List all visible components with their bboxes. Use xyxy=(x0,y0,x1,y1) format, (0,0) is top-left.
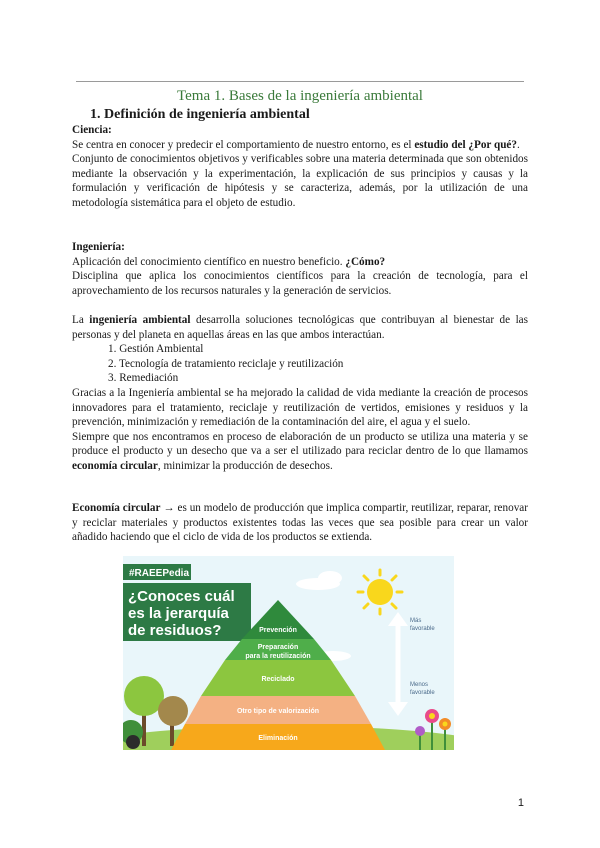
question-line: de residuos? xyxy=(128,622,222,639)
mas-label: Más xyxy=(410,618,422,624)
ciencia-definition: Se centra en conocer y predecir el comportamiento de nuestro entorno, es el estudio del ¿Por qué?. xyxy=(72,138,520,151)
infographic-svg xyxy=(123,556,454,750)
page-title: Tema 1. Bases de la ingeniería ambiental xyxy=(177,88,423,104)
ingenieria-label: Ingeniería: xyxy=(72,241,125,253)
economia-circular-block xyxy=(72,501,528,545)
cloud-icon xyxy=(318,571,342,585)
section-heading: 1. Definición de ingeniería ambiental xyxy=(90,107,310,122)
tree-icon xyxy=(124,676,164,716)
favorable-bottom-label: favorable xyxy=(410,690,435,696)
recycle-bin-icon xyxy=(126,735,140,749)
ingenieria-definition: Aplicación del conocimiento científico en nuestro beneficio. ¿Cómo? xyxy=(72,255,386,268)
level-label: Otro tipo de valorización xyxy=(236,708,320,715)
hashtag-text: #RAEEPedia xyxy=(129,568,190,579)
siempre-paragraph: Siempre que nos encontramos en proceso de elaboración de un producto se utiliza una materia y se produce el producto y un desecho que va a ser el utilizado para reciclar dentro de lo que llamamos economía circular, minimizar la producción de desechos. xyxy=(72,430,528,472)
tree-icon xyxy=(158,696,188,726)
waste-hierarchy-infographic xyxy=(123,556,454,750)
list-item: 1. Gestión Ambiental xyxy=(108,343,204,356)
level-label: Eliminación xyxy=(258,735,298,742)
level-label: Preparación xyxy=(257,644,299,651)
level-label: para la reutilización xyxy=(245,653,311,660)
list-item: 3. Remediación xyxy=(108,372,179,385)
menos-label: Menos xyxy=(410,682,429,688)
list-item: 2. Tecnología de tratamiento reciclaje y reutilización xyxy=(108,357,344,370)
areas-list xyxy=(72,342,528,386)
ingenieria-ambiental-paragraph: La ingeniería ambiental desarrolla soluciones tecnológicas que contribuyan al bienestar de las personas y del planeta en aquellas áreas en las que ambos interactúan. xyxy=(72,314,528,341)
header-rule xyxy=(76,81,524,82)
ingenieria-description: Disciplina que aplica los conocimientos científicos para la creación de tecnología, para el aprovechamiento de los recursos naturales y la generación de servicios. xyxy=(72,270,528,297)
level-label: Reciclado xyxy=(261,676,295,683)
ciencia-block xyxy=(72,123,528,211)
level-label: Prevención xyxy=(259,627,297,634)
ciencia-description: Conjunto de conocimientos objetivos y verificables sobre una materia determinada que son obtenidos mediante la observación y la experimentación, la explicación de sus principios y causas y la formulación y verificación de hipótesis y se caracteriza, además, por la utilización de una metodología sistemática para el objeto de estudio. xyxy=(72,153,528,209)
gracias-paragraph: Gracias a la Ingeniería ambiental se ha mejorado la calidad de vida mediante la creación de procesos innovadores para el tratamiento, reciclaje y reutilización de vertidos, emisiones y residuos y la prevención, minimización y remediación de la contaminación del aire, el agua y el suelo. xyxy=(72,386,528,429)
ingenieria-block xyxy=(72,240,528,298)
favorable-top-label: favorable xyxy=(410,626,435,632)
ciencia-label: Ciencia: xyxy=(72,124,112,136)
ingenieria-ambiental-block xyxy=(72,313,528,474)
question-line: ¿Conoces cuál xyxy=(128,588,235,605)
page-number: 1 xyxy=(517,797,524,809)
question-line: es la jerarquía xyxy=(128,605,229,622)
economia-circular-paragraph: Economía circular → es un modelo de producción que implica compartir, reutilizar, reparar, renovar y reciclar materiales y productos existentes todas las veces que sea posible para crear un valor añadido haciendo que el ciclo de vida de los productos se extienda. xyxy=(72,502,528,544)
